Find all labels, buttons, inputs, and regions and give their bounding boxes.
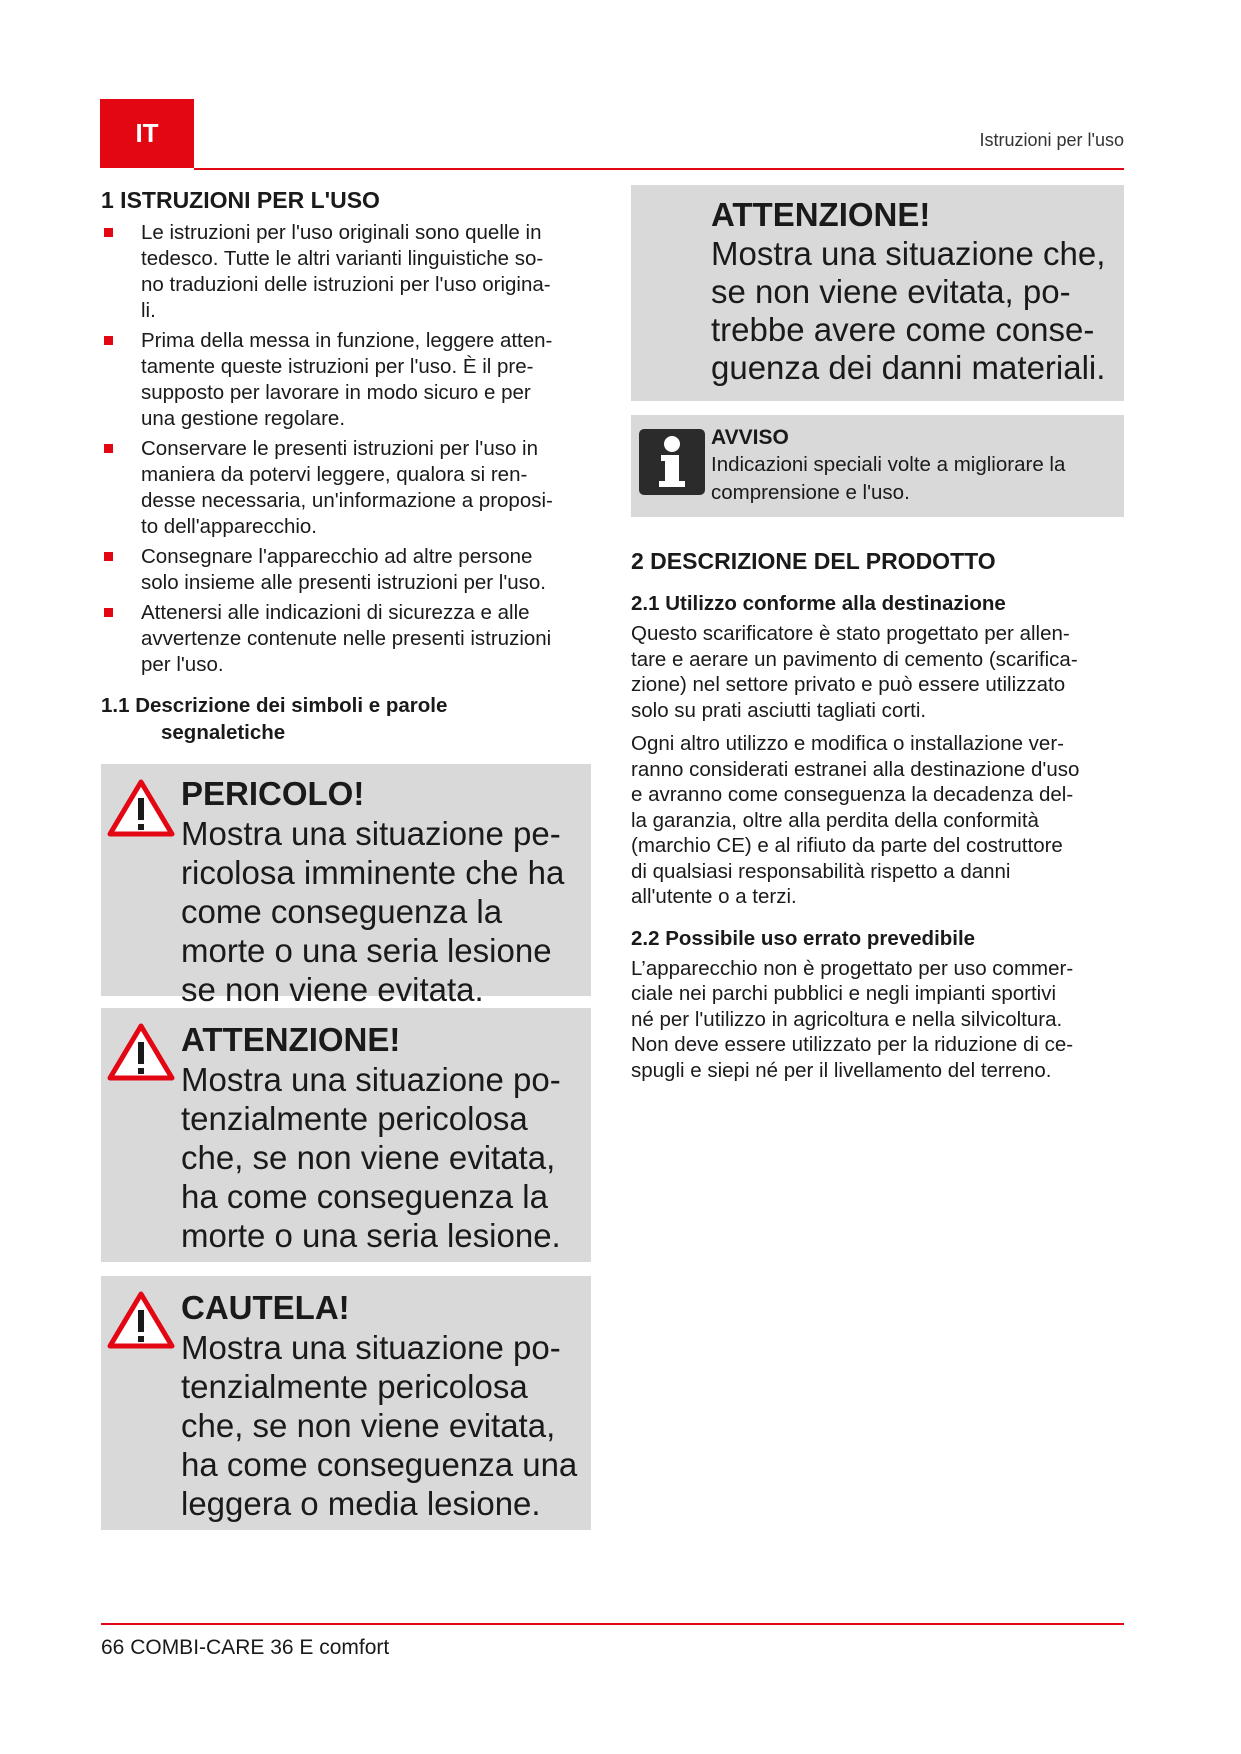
list-item-line: una gestione regolare. <box>141 407 346 430</box>
bullet-square-icon <box>104 444 113 453</box>
text-line: spugli e siepi né per il livellamento del terreno. <box>631 1058 1052 1082</box>
list-item-line: Attenersi alle indicazioni di sicurezza e alle <box>141 601 530 624</box>
caution-title: CAUTELA! <box>181 1289 350 1326</box>
notice-text <box>711 451 1114 507</box>
text-line: Mostra una situazione pe- <box>181 815 561 852</box>
material-damage-text <box>711 235 1112 387</box>
text-line: morte o una seria lesione. <box>181 1217 561 1254</box>
text-line: tare e aerare un pavimento di cemento (scarifica- <box>631 647 1078 671</box>
text-line: tenzialmente pericolosa <box>181 1368 528 1405</box>
bullet-square-icon <box>104 336 113 345</box>
text-line: se non viene evitata, po- <box>711 273 1071 310</box>
right-column <box>631 185 1124 1091</box>
text-line: né per l'utilizzo in agricoltura e nella silvicoltura. <box>631 1007 1063 1031</box>
material-damage-box <box>631 185 1124 401</box>
notice-title: AVVISO <box>711 426 789 449</box>
caution-box <box>101 1276 591 1530</box>
text-line: Mostra una situazione po- <box>181 1329 561 1366</box>
text-line: solo su prati asciutti tagliati corti. <box>631 698 927 722</box>
text-line: L’apparecchio non è progettato per uso commer- <box>631 956 1074 980</box>
warning-triangle-icon <box>107 1290 175 1350</box>
list-item-line: tamente queste istruzioni per l'uso. È il pre- <box>141 355 534 378</box>
other-use-paragraph <box>631 731 1124 910</box>
text-line: ha come conseguenza una <box>181 1446 578 1483</box>
left-column <box>101 186 591 1530</box>
text-line: ciale nei parchi pubblici e negli impianti sportivi <box>631 982 1057 1005</box>
bullet-square-icon <box>104 552 113 561</box>
list-item-line: solo insieme alle presenti istruzioni per l'uso. <box>141 571 546 594</box>
warning-triangle-icon <box>107 778 175 838</box>
list-item <box>101 436 591 540</box>
text-line: leggera o media lesione. <box>181 1485 541 1522</box>
list-item-line: li. <box>141 299 156 322</box>
misuse-paragraph <box>631 956 1124 1084</box>
section-1-1-title-line2: segnaletiche <box>161 721 286 744</box>
material-damage-title: ATTENZIONE! <box>711 196 931 233</box>
list-item-line: Prima della messa in funzione, leggere atten- <box>141 329 553 352</box>
warning-box <box>101 1008 591 1262</box>
header-title: Istruzioni per l'uso <box>979 130 1124 150</box>
list-item-line: avvertenze contenute nelle presenti istruzioni <box>141 627 552 650</box>
list-item-line: maniera da potervi leggere, qualora si ren- <box>141 463 528 486</box>
section-1-title: 1 ISTRUZIONI PER L'USO <box>101 187 380 213</box>
instructions-list <box>101 220 591 678</box>
text-line: guenza dei danni materiali. <box>711 349 1106 386</box>
section-2-title: 2 DESCRIZIONE DEL PRODOTTO <box>631 548 996 574</box>
text-line: (marchio CE) e al rifiuto da parte del costruttore <box>631 834 1063 857</box>
text-line: ricolosa imminente che ha <box>181 854 565 891</box>
text-line: di qualsiasi responsabilità rispetto a danni <box>631 859 1011 883</box>
caution-text <box>181 1328 581 1523</box>
list-item-line: no traduzioni delle istruzioni per l'uso origina- <box>141 273 551 296</box>
footer-divider <box>101 1623 1124 1625</box>
text-line: come conseguenza la <box>181 893 503 930</box>
danger-title: PERICOLO! <box>181 775 365 812</box>
list-item-line: to dell'apparecchio. <box>141 515 318 538</box>
info-icon <box>639 429 705 495</box>
list-item-line: desse necessaria, un'informazione a proposi- <box>141 489 553 512</box>
language-tab: IT <box>100 99 194 168</box>
danger-text <box>181 814 581 1009</box>
text-line: Non deve essere utilizzato per la riduzione di ce- <box>631 1033 1074 1056</box>
page-footer: 66 COMBI-CARE 36 E comfort <box>101 1636 390 1659</box>
section-1-1-title-line1: 1.1 Descrizione dei simboli e parole <box>101 694 448 717</box>
text-line: che, se non viene evitata, <box>181 1139 556 1176</box>
list-item <box>101 600 591 678</box>
text-line: se non viene evitata. <box>181 971 484 1008</box>
text-line: zione) nel settore privato e può essere utilizzato <box>631 673 1066 696</box>
list-item-line: Consegnare l'apparecchio ad altre persone <box>141 545 533 568</box>
warning-triangle-icon <box>107 1022 175 1082</box>
text-line: Indicazioni speciali volte a migliorare la <box>711 453 1066 476</box>
text-line: Mostra una situazione po- <box>181 1061 561 1098</box>
list-item-line: Le istruzioni per l'uso originali sono quelle in <box>141 221 542 244</box>
section-2-1-title: 2.1 Utilizzo conforme alla destinazione <box>631 592 1006 615</box>
warning-title: ATTENZIONE! <box>181 1021 401 1058</box>
list-item <box>101 220 591 324</box>
list-item <box>101 328 591 432</box>
text-line: e avranno come conseguenza la decadenza del- <box>631 783 1074 806</box>
text-line: morte o una seria lesione <box>181 932 552 969</box>
text-line: che, se non viene evitata, <box>181 1407 556 1444</box>
notice-box <box>631 415 1124 517</box>
list-item-line: per l'uso. <box>141 653 224 676</box>
list-item-line: Conservare le presenti istruzioni per l'uso in <box>141 437 539 460</box>
intended-use-paragraph <box>631 621 1124 723</box>
text-line: la garanzia, oltre alla perdita della conformità <box>631 808 1039 832</box>
warning-text <box>181 1060 581 1255</box>
text-line: trebbe avere come conse- <box>711 311 1095 348</box>
bullet-square-icon <box>104 608 113 617</box>
text-line: ha come conseguenza la <box>181 1178 548 1215</box>
text-line: comprensione e l'uso. <box>711 481 910 504</box>
text-line: Mostra una situazione che, <box>711 235 1106 272</box>
header-divider <box>194 168 1124 170</box>
section-2-2-title: 2.2 Possibile uso errato prevedibile <box>631 926 976 950</box>
danger-box <box>101 764 591 1008</box>
text-line: Ogni altro utilizzo e modifica o installazione ver- <box>631 732 1064 755</box>
text-line: tenzialmente pericolosa <box>181 1100 528 1137</box>
text-line: ranno considerati estranei alla destinazione d'uso <box>631 757 1080 781</box>
section-1-1-title <box>101 692 591 746</box>
text-line: Questo scarificatore è stato progettato per allen- <box>631 622 1070 645</box>
list-item <box>101 544 591 596</box>
text-line: all'utente o a terzi. <box>631 885 797 908</box>
list-item-line: tedesco. Tutte le altri varianti linguistiche so- <box>141 247 544 270</box>
list-item-line: supposto per lavorare in modo sicuro e per <box>141 381 531 404</box>
bullet-square-icon <box>104 228 113 237</box>
